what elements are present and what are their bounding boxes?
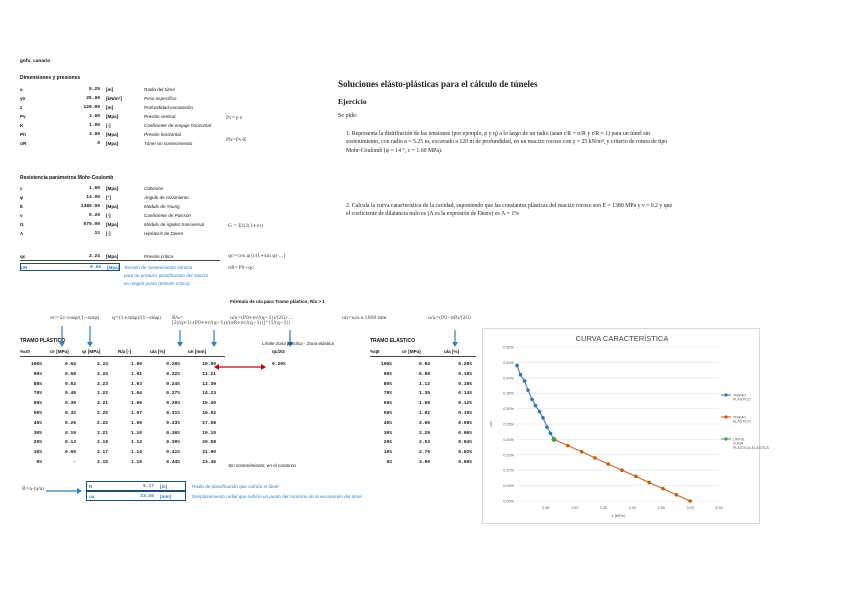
formula-qc: qc=cos φ [c(1+sin φ)·...] bbox=[228, 254, 286, 259]
elastic-row bbox=[370, 420, 480, 428]
plastic-header-cell: un [mm] bbox=[188, 349, 207, 354]
plastic-cell: 0.24% bbox=[166, 381, 180, 387]
plastic-cell: 2.22 bbox=[96, 391, 108, 397]
plastic-cell: 2.21 bbox=[96, 401, 108, 407]
y-tick-label: 0.50% bbox=[503, 345, 514, 350]
params-unit: [kN/m³] bbox=[106, 96, 122, 101]
mc_params-unit: [Mpa] bbox=[106, 186, 119, 191]
data-point bbox=[688, 499, 692, 503]
plastic-cell: 0.45 bbox=[64, 391, 76, 397]
sigma-val: 0.64 bbox=[89, 265, 101, 270]
plastic-header-cell: σr [MPa] bbox=[50, 349, 69, 354]
plastic-row bbox=[20, 439, 230, 447]
elastic-cell: 0.18% bbox=[458, 371, 472, 377]
elastic-row bbox=[370, 430, 480, 438]
data-point bbox=[515, 364, 519, 368]
plastic-cell: 1.12 bbox=[130, 440, 142, 446]
chart-svg bbox=[483, 329, 769, 525]
x-tick-label: 1.00 bbox=[571, 506, 579, 510]
result-unit: [mm] bbox=[160, 493, 172, 499]
plastic-cell: 16.52 bbox=[202, 411, 216, 416]
data-point bbox=[534, 404, 538, 408]
formula-ra: R/a=[2/(q+1)·(P0+σc/(q−1))/(σR+σc/(q−1))]^(1/(q−1)) bbox=[172, 316, 291, 326]
doc-title: Soluciones elásto-plásticas para el cálculo de túneles bbox=[338, 79, 538, 89]
result-unit: [m] bbox=[160, 483, 168, 489]
plastic-cell: 0.31% bbox=[166, 411, 180, 416]
plastic-cell: 0.39 bbox=[64, 401, 76, 407]
mc_params-desc: Ángulo de rozamiento bbox=[144, 195, 189, 200]
plastic-row bbox=[20, 361, 230, 369]
params-unit: [Mpa] bbox=[106, 132, 119, 137]
plastic-cell: 0.33% bbox=[166, 420, 180, 426]
params-symbol: Pv bbox=[20, 114, 26, 119]
elastic-cell: 70% bbox=[383, 391, 392, 397]
plastic-cell: 2.24 bbox=[96, 371, 108, 377]
x-tick-label: - bbox=[516, 506, 518, 510]
params-value: 25.00 bbox=[86, 96, 100, 101]
limit-label: Límite zona plástica - Zona elástica bbox=[262, 341, 335, 346]
elastic-row bbox=[370, 390, 480, 398]
formula-pv: Pv=γ·z bbox=[226, 116, 243, 121]
elastic-cell: 80% bbox=[383, 381, 392, 387]
sheet-title: gofu_canario bbox=[20, 59, 51, 64]
elastic-cell: 0.64 bbox=[418, 362, 430, 367]
legend-label: TRAMO ELÁSTICO bbox=[733, 415, 751, 424]
elastic-row bbox=[370, 381, 480, 389]
elastic-header-row bbox=[370, 348, 480, 356]
mc_params-unit: [Mpa] bbox=[106, 222, 119, 227]
elastic-cell: 0.88 bbox=[418, 371, 430, 377]
plastic-cell: 80% bbox=[33, 381, 42, 387]
params-symbol: z bbox=[20, 105, 23, 110]
params-unit: [-] bbox=[106, 123, 111, 128]
x-axis-label: σ [MPa] bbox=[611, 514, 625, 518]
params-unit: [m] bbox=[106, 87, 114, 92]
plastic-header-cell: %σ0 bbox=[20, 349, 30, 354]
plastic-cell: 20.58 bbox=[202, 440, 216, 446]
doc-section: Ejercicio bbox=[338, 97, 367, 106]
plastic-cell: 70% bbox=[33, 391, 42, 397]
elastic-cell: 90% bbox=[383, 371, 392, 377]
mc_params-symbol: φ bbox=[20, 195, 24, 200]
plastic-cell: 0.26 bbox=[64, 420, 76, 426]
qc2g-value: 0.20% bbox=[272, 362, 286, 367]
elastic-cell: 0.04% bbox=[458, 440, 472, 446]
plastic-cell: 50% bbox=[33, 411, 42, 416]
doc-item-1: 1. Representa la distribución de las tensiones (por ejemplo, p y q) a lo largo de un radio (sean r/R = σ/R y r/R = 1) para un túnel sin sostenimiento, con radio a = 5.25 m, excavado a 120 m de profundidad, en un macizo rocoso con γ = 25 kN/m³, y criterio de rotura de tipo Mohr-Coulomb (φ = 14 °, c = 1.60 MPa). bbox=[346, 131, 668, 154]
plastic-cell: 0.27% bbox=[166, 391, 180, 397]
plastic-cell: 0.41% bbox=[166, 450, 180, 456]
sigma-note-2: en ningún punto (tensión crítica) bbox=[124, 281, 190, 286]
elastic-cell: 0.12% bbox=[458, 401, 472, 407]
qc2g-header: qc/2G bbox=[272, 349, 285, 354]
params-desc: Presión vertical bbox=[144, 114, 176, 119]
plastic-cell: 2.23 bbox=[96, 381, 108, 387]
params-desc: Peso específico bbox=[144, 96, 177, 101]
mc_params-desc: Hipótesis de Deere bbox=[144, 231, 184, 236]
data-point bbox=[523, 379, 527, 383]
characteristic-curve-chart bbox=[482, 328, 769, 524]
plastic-cell: 2.17 bbox=[96, 450, 108, 456]
elastic-row bbox=[370, 371, 480, 379]
elastic-row bbox=[370, 439, 480, 447]
plastic-cell: 2.22 bbox=[96, 420, 108, 426]
sigma-note-1: para no producir plastificación del macizo bbox=[124, 273, 209, 278]
y-tick-label: 0.35% bbox=[503, 391, 514, 396]
plastic-row bbox=[20, 459, 230, 467]
y-tick-label: 0.15% bbox=[503, 453, 514, 458]
plastic-cell: 1.09 bbox=[130, 420, 142, 426]
mc_params-value: 1% bbox=[94, 231, 100, 236]
elastic-cell: 50% bbox=[383, 411, 392, 416]
data-point bbox=[580, 450, 584, 454]
plastic-header-cell: u/a [%] bbox=[150, 349, 166, 354]
params-desc: Presión horizontal bbox=[144, 132, 181, 137]
elastic-cell: 100% bbox=[380, 362, 392, 367]
params-desc: Radio del túnel bbox=[144, 87, 175, 92]
mc_params-desc: Coeficiente de Poisson bbox=[144, 213, 191, 218]
plastic-cell: 20% bbox=[33, 440, 42, 446]
params-value: 120.00 bbox=[83, 105, 100, 110]
result-desc: Radio de plastificación que sufriría el túnel bbox=[192, 483, 279, 489]
params-symbol: γ0 bbox=[20, 96, 26, 101]
plastic-cell: 1.15 bbox=[130, 460, 142, 465]
data-point bbox=[538, 410, 542, 414]
elastic-header-cell: u/a [%] bbox=[444, 349, 460, 354]
elastic-cell: 1.82 bbox=[418, 411, 430, 416]
elastic-cell: 20% bbox=[383, 440, 392, 446]
elastic-cell: 3.00 bbox=[418, 460, 430, 465]
params-value: 0 bbox=[97, 141, 100, 146]
plastic-cell: 1.07 bbox=[130, 411, 142, 416]
plastic-cell: 1.06 bbox=[130, 401, 142, 407]
dims-header: Dimensiones y presiones bbox=[20, 75, 81, 81]
plastic-cell: 0% bbox=[36, 460, 42, 465]
plastic-header-cell: qr [MPa] bbox=[82, 349, 101, 354]
data-point bbox=[647, 481, 651, 485]
mc_params-unit: [°] bbox=[106, 195, 111, 200]
x-tick-label: 2.50 bbox=[657, 506, 665, 510]
elastic-row bbox=[370, 410, 480, 418]
result-value: 6.17 bbox=[142, 483, 154, 489]
legend-label: TRAMO PLÁSTICO bbox=[733, 393, 751, 402]
data-point bbox=[541, 416, 545, 420]
elastic-header-cell: %q0 bbox=[370, 349, 380, 354]
doc-lead: Se pide: bbox=[338, 113, 358, 119]
data-point bbox=[566, 444, 570, 448]
formula-g: G = E/(2(1+ν)) bbox=[228, 224, 263, 229]
plastic-cell: 17.58 bbox=[202, 420, 216, 426]
plastic-cell: 2.19 bbox=[96, 440, 108, 446]
plastic-cell: 60% bbox=[33, 401, 42, 407]
plastic-cell: 30% bbox=[33, 430, 42, 436]
elastic-cell: 30% bbox=[383, 430, 392, 436]
formula-section-title: Fórmula de u/a para Tramo plástico, R/a > 1 bbox=[230, 299, 325, 304]
elastic-cell: 0.00% bbox=[458, 460, 472, 465]
params-symbol: Ph bbox=[20, 132, 26, 137]
data-point bbox=[634, 475, 638, 479]
data-point bbox=[620, 468, 624, 472]
plastic-cell: 1.10 bbox=[130, 430, 142, 436]
elastic-cell: 0.08% bbox=[458, 420, 472, 426]
data-point bbox=[661, 487, 665, 491]
data-point bbox=[606, 462, 610, 466]
elastic-cell: 0.06% bbox=[458, 430, 472, 436]
plastic-cell: 0.39% bbox=[166, 440, 180, 446]
plastic-cell: 100% bbox=[30, 362, 42, 367]
data-point bbox=[549, 431, 553, 435]
plastic-row bbox=[20, 410, 230, 418]
mc_params-symbol: ν bbox=[20, 213, 23, 218]
plastic-cell: 23.45 bbox=[202, 460, 216, 465]
result-symbol: R bbox=[89, 483, 93, 489]
elastic-cell: 40% bbox=[383, 420, 392, 426]
qc-val: 2.24 bbox=[88, 254, 100, 259]
chart-title: CURVA CARACTERÍSTICA bbox=[575, 334, 669, 343]
y-tick-label: 0.00% bbox=[503, 499, 514, 504]
elastic-cell: 0.20% bbox=[458, 362, 472, 367]
formula-ua: u/a=(P0+σc/(q−1))/(2G)·... bbox=[230, 316, 293, 321]
plastic-cell: 12.39 bbox=[202, 381, 216, 387]
elastic-header-cell: σr [MPa] bbox=[402, 349, 421, 354]
plastic-label: TRAMO PLÁSTICO bbox=[20, 338, 65, 344]
formula-sigma-c: σc=2c·cosφ/(1−sinφ) bbox=[50, 316, 100, 321]
plastic-cell: 2.21 bbox=[96, 430, 108, 436]
plastic-header-cell: R/a [-] bbox=[118, 349, 132, 354]
mc_params-value: 1380.00 bbox=[80, 204, 100, 209]
no-support-note: Sin sostenimiento, en el contorno bbox=[228, 463, 296, 468]
formula-q: q=(1+sinφ)/(1−sinφ) bbox=[112, 316, 162, 321]
params-symbol: a bbox=[20, 87, 23, 92]
elastic-cell: 0.14% bbox=[458, 391, 472, 397]
plastic-cell: 0.44% bbox=[166, 460, 180, 465]
plastic-cell: 0.29% bbox=[166, 401, 180, 407]
elastic-cell: 60% bbox=[383, 401, 392, 407]
plastic-cell: 1.00 bbox=[130, 362, 142, 367]
plastic-cell: 10.50 bbox=[202, 362, 216, 367]
plastic-cell: 21.90 bbox=[202, 450, 216, 456]
elastic-cell: 1.35 bbox=[418, 391, 430, 397]
plastic-cell: 1.14 bbox=[130, 450, 142, 456]
formula-un: un=u/a·a·1000 mm bbox=[342, 316, 387, 321]
plastic-cell: 0.64 bbox=[64, 362, 76, 367]
qc-desc: Presión crítica bbox=[144, 254, 174, 259]
plastic-cell: 2.24 bbox=[96, 362, 108, 367]
elastic-cell: 2.53 bbox=[418, 440, 430, 446]
x-tick-label: 0.50 bbox=[542, 506, 550, 510]
legend-label: LÍMITE ZONA PLÁSTICA-ELÁSTICA bbox=[733, 437, 769, 450]
elastic-row bbox=[370, 449, 480, 457]
params-value: 5.25 bbox=[88, 87, 100, 92]
params-desc: Coeficiente de empuje horizontal bbox=[144, 123, 211, 128]
plastic-cell: 2.15 bbox=[96, 460, 108, 465]
y-tick-label: 0.40% bbox=[503, 376, 514, 381]
data-point bbox=[552, 437, 557, 442]
plastic-cell: 0.13 bbox=[64, 440, 76, 446]
x-tick-label: 1.50 bbox=[599, 506, 608, 510]
params-value: 3.00 bbox=[88, 114, 100, 119]
data-point bbox=[593, 456, 597, 460]
params-unit: [Mpa] bbox=[106, 114, 119, 119]
plastic-row bbox=[20, 400, 230, 408]
params-desc: Túnel sin sostenimiento bbox=[144, 141, 193, 146]
y-tick-label: 0.30% bbox=[503, 407, 514, 412]
data-point bbox=[519, 373, 523, 377]
params-unit: [m] bbox=[106, 105, 114, 110]
plastic-cell: 1.01 bbox=[130, 371, 142, 377]
formula-ue: u/a=(P0−σR)/(2G) bbox=[428, 316, 471, 321]
elastic-row bbox=[370, 361, 480, 369]
legend-swatch bbox=[724, 393, 727, 396]
elastic-cell: 0.10% bbox=[458, 411, 472, 416]
mc_params-value: 575.00 bbox=[83, 222, 100, 227]
params-value: 1.00 bbox=[88, 123, 100, 128]
elastic-row bbox=[370, 459, 480, 467]
mc_params-desc: Módulo de rigidez transversal bbox=[144, 222, 205, 227]
elastic-cell: 2.76 bbox=[418, 450, 430, 456]
mc_params-desc: Cohesión bbox=[144, 186, 164, 191]
plastic-cell: 1.03 bbox=[130, 381, 142, 387]
mc_params-unit: [Mpa] bbox=[106, 204, 119, 209]
plastic-cell: 14.23 bbox=[202, 391, 216, 397]
mc-header: Resistencia parámetros Mohr-Coulomb bbox=[20, 175, 114, 181]
plastic-cell: 0.06 bbox=[64, 450, 76, 456]
series-line bbox=[517, 365, 554, 439]
mc_params-desc: Módulo de Young bbox=[144, 204, 180, 209]
elastic-cell: 2.06 bbox=[418, 420, 430, 426]
plastic-cell: 19.10 bbox=[202, 430, 216, 436]
sigma-unit: [Mpa] bbox=[107, 265, 120, 270]
mc_params-value: 14.00 bbox=[86, 195, 100, 200]
plastic-row bbox=[20, 430, 230, 438]
mc_params-unit: [-] bbox=[106, 213, 111, 218]
result-symbol: ua bbox=[89, 493, 95, 499]
elastic-cell: 0.02% bbox=[458, 450, 472, 456]
mc_params-symbol: Λ bbox=[20, 231, 24, 236]
result-desc: Desplazamiento radial que sufriría un punto del contorno de la excavación del túnel bbox=[192, 493, 362, 499]
plastic-cell: 0.36% bbox=[166, 430, 180, 436]
elastic-row bbox=[370, 400, 480, 408]
data-point bbox=[545, 425, 549, 429]
params-symbol: σR bbox=[20, 141, 27, 146]
formula-r: R=a·(u/a) bbox=[22, 487, 45, 492]
y-tick-label: 0.20% bbox=[503, 437, 514, 442]
plastic-cell: 40% bbox=[33, 420, 42, 426]
params-symbol: K bbox=[20, 123, 24, 128]
elastic-label: TRAMO ELÁSTICO bbox=[370, 338, 415, 344]
result-value: 23.45 bbox=[140, 493, 154, 499]
plastic-cell: 0.22% bbox=[166, 371, 180, 377]
plastic-cell: 0.58 bbox=[64, 371, 76, 377]
mc_params-unit: [-] bbox=[106, 231, 111, 236]
plastic-cell: 0.19 bbox=[64, 430, 76, 436]
plastic-row bbox=[20, 449, 230, 457]
doc-item-2: 2. Calcula la curva característica de la cavidad, suponiendo que las constantes plásticas del macizo rocoso son E = 1380 MPa y ν = 0.2 y que el coeficiente de dilatancia nulo es (Λ es la expresión de Deere) es Λ = 1% bbox=[346, 203, 673, 218]
data-point bbox=[674, 493, 678, 497]
plastic-cell: 0.32 bbox=[64, 411, 76, 416]
x-tick-label: 3.50 bbox=[715, 506, 723, 510]
plastic-cell: 0.52 bbox=[64, 381, 76, 387]
y-tick-label: 0.05% bbox=[503, 484, 514, 489]
y-tick-label: 0.25% bbox=[503, 422, 514, 427]
x-tick-label: 3.00 bbox=[686, 506, 694, 510]
plastic-row bbox=[20, 371, 230, 379]
data-point bbox=[526, 388, 530, 392]
plastic-cell: 11.21 bbox=[202, 371, 216, 377]
sigma-desc: Tensión de sostenimiento mínima bbox=[124, 265, 193, 270]
plastic-header-row bbox=[20, 348, 230, 356]
plastic-cell: - bbox=[73, 460, 76, 465]
plastic-row bbox=[20, 381, 230, 389]
plastic-cell: 1.04 bbox=[130, 391, 142, 397]
params-value: 3.00 bbox=[88, 132, 100, 137]
legend-swatch bbox=[724, 415, 727, 418]
legend-swatch bbox=[724, 437, 727, 440]
params-desc: Profundidad excavación bbox=[144, 105, 194, 110]
y-tick-label: 0.45% bbox=[503, 360, 514, 365]
mc_params-value: 1.60 bbox=[88, 186, 100, 191]
mc_params-symbol: E bbox=[20, 204, 24, 209]
plastic-cell: 10% bbox=[33, 450, 42, 456]
qc-unit: [Mpa] bbox=[106, 254, 119, 259]
plastic-row bbox=[20, 420, 230, 428]
qc-sym: qc bbox=[20, 254, 26, 259]
elastic-cell: 1.58 bbox=[418, 401, 430, 407]
data-point bbox=[530, 398, 534, 402]
y-axis-label: u/a bbox=[489, 421, 493, 427]
y-tick-label: 0.10% bbox=[503, 468, 514, 473]
plastic-cell: 15.40 bbox=[202, 401, 216, 407]
plastic-row bbox=[20, 390, 230, 398]
mc_params-value: 0.20 bbox=[88, 213, 100, 218]
x-tick-label: 2.00 bbox=[628, 506, 637, 510]
sigma-sym: σR bbox=[21, 265, 28, 270]
elastic-cell: 1.12 bbox=[418, 381, 430, 387]
plastic-cell: 2.25 bbox=[96, 411, 108, 416]
elastic-cell: 0.16% bbox=[458, 381, 472, 387]
formula-ph: Ph=Pv·K bbox=[226, 138, 247, 143]
elastic-cell: 0% bbox=[386, 460, 392, 465]
plastic-cell: 0.20% bbox=[166, 362, 180, 367]
elastic-cell: 2.29 bbox=[418, 430, 430, 436]
params-unit: [Mpa] bbox=[106, 141, 119, 146]
elastic-cell: 10% bbox=[383, 450, 392, 456]
formula-sr: σR=P0−qc bbox=[228, 266, 254, 271]
plastic-cell: 90% bbox=[33, 371, 42, 377]
mc_params-symbol: G bbox=[20, 222, 24, 227]
mc_params-symbol: c bbox=[20, 186, 23, 191]
